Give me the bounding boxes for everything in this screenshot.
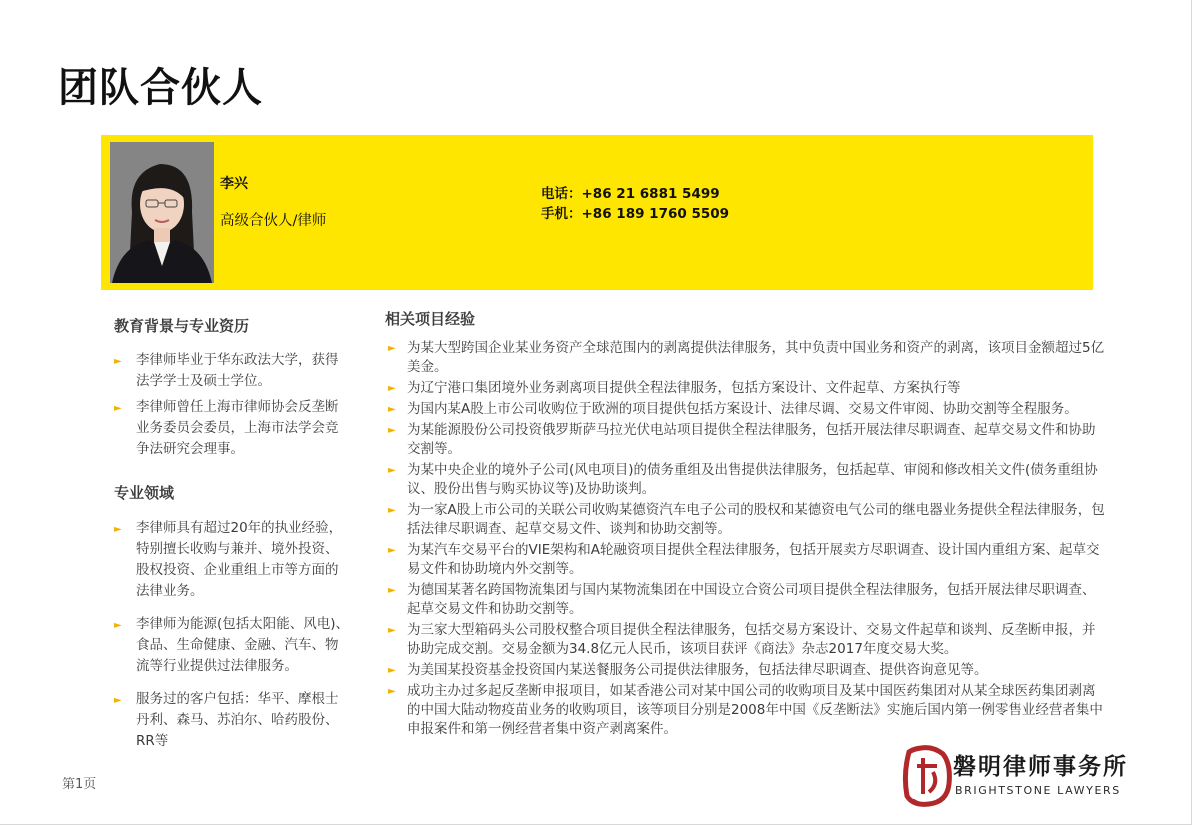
phone-number: 电话：+86 21 6881 5499 — [541, 186, 720, 202]
contact-block — [541, 184, 729, 224]
partner-name: 李兴 — [220, 176, 248, 192]
bullet-arrow-icon: ► — [388, 505, 396, 516]
bullet-arrow-icon: ► — [388, 665, 396, 676]
firm-name-cn: 磐明律师事务所 — [953, 753, 1128, 780]
bullet-arrow-icon: ► — [388, 465, 396, 476]
list-item: ► 李律师曾任上海市律师协会反垄断业务委员会委员，上海市法学会竞争法研究会理事。 — [114, 399, 339, 457]
list-item: ► 为德国某著名跨国物流集团与国内某物流集团在中国设立合资公司项目提供全程法律服务，包括开展法律尽职调查、起草交易文件和协助交割等。 — [388, 582, 1096, 617]
projects-heading: 相关项目经验 — [385, 310, 476, 328]
bullet-arrow-icon: ► — [388, 383, 396, 394]
bullet-arrow-icon: ► — [114, 356, 122, 367]
bullet-arrow-icon: ► — [388, 625, 396, 636]
bullet-arrow-icon: ► — [114, 695, 122, 706]
bullet-arrow-icon: ► — [114, 403, 122, 414]
list-item: ► 为某中央企业的境外子公司(风电项目)的债务重组及出售提供法律服务，包括起草、审阅和修改相关文件(债务重组协议、股份出售与购买协议等)及协助谈判。 — [388, 462, 1098, 497]
mobile-number: 手机：+86 189 1760 5509 — [541, 206, 730, 222]
list-item: ► 为辽宁港口集团境外业务剥离项目提供全程法律服务，包括方案设计、文件起草、方案执行等 — [388, 380, 961, 396]
bullet-arrow-icon: ► — [388, 686, 396, 697]
bullet-arrow-icon: ► — [388, 343, 396, 354]
page-title: 团队合伙人 — [58, 65, 263, 111]
seal-icon — [899, 744, 955, 810]
profile-photo — [110, 142, 214, 283]
list-item: ► 成功主办过多起反垄断申报项目，如某香港公司对某中国公司的收购项目及某中国医药集团对从某全球医药集团剥离的中国大陆动物疫苗业务的收购项目，该等项目分别是2008年中国《反垄断法》实施后国内第一例零售业经营者集中申报案件和第一例经营者集中资产剥离案件。 — [388, 683, 1103, 737]
list-item: ► 李律师具有超过20年的执业经验，特别擅长收购与兼并、境外投资、股权投资、企业重组上市等方面的法律业务。 — [114, 520, 343, 599]
education-list — [114, 350, 350, 460]
portrait-image — [110, 142, 214, 283]
right-column — [385, 308, 1105, 741]
list-item: ► 李律师毕业于华东政法大学，获得法学学士及硕士学位。 — [114, 352, 339, 389]
list-item: ► 为一家A股上市公司的关联公司收购某德资汽车电子公司的股权和某德资电气公司的继电器业务提供全程法律服务，包括法律尽职调查、起草交易文件、谈判和协助交割等。 — [388, 502, 1105, 537]
partner-role: 高级合伙人/律师 — [220, 213, 327, 229]
list-item: ► 为某能源股份公司投资俄罗斯萨马拉光伏电站项目提供全程法律服务，包括开展法律尽职调查、起草交易文件和协助交割等。 — [388, 422, 1096, 457]
firm-name-en: BRIGHTSTONE LAWYERS — [955, 784, 1121, 797]
list-item: ► 为某大型跨国企业某业务资产全球范围内的剥离提供法律服务，其中负责中国业务和资产的剥离，该项目金额超过5亿美金。 — [388, 340, 1105, 375]
bullet-arrow-icon: ► — [114, 620, 122, 631]
bullet-arrow-icon: ► — [388, 404, 396, 415]
education-heading: 教育背景与专业资历 — [114, 317, 250, 335]
bullet-arrow-icon: ► — [388, 545, 396, 556]
page-number: 第1页 — [62, 777, 97, 792]
expertise-list — [114, 518, 350, 752]
bullet-arrow-icon: ► — [388, 585, 396, 596]
bullet-arrow-icon: ► — [114, 524, 122, 535]
list-item: ► 为某汽车交易平台的VIE架构和A轮融资项目提供全程法律服务，包括开展卖方尽职调查、设计国内重组方案、起草交易文件和协助境内外交割等。 — [388, 542, 1100, 577]
projects-list — [385, 339, 1105, 739]
firm-logo — [895, 740, 1145, 815]
list-item: ► 为美国某投资基金投资国内某送餐服务公司提供法律服务，包括法律尽职调查、提供咨询意见等。 — [388, 662, 988, 678]
list-item: ► 为国内某A股上市公司收购位于欧洲的项目提供包括方案设计、法律尽调、交易文件审阅、协助交割等全程服务。 — [388, 401, 1078, 417]
bullet-arrow-icon: ► — [388, 425, 396, 436]
profile-banner — [101, 135, 1093, 290]
list-item: ► 服务过的客户包括：华平、摩根士丹利、森马、苏泊尔、哈药股份、RR等 — [114, 691, 339, 749]
list-item: ► 李律师为能源(包括太阳能、风电)、食品、生命健康、金融、汽车、物流等行业提供过法律服务。 — [114, 616, 350, 674]
list-item: ► 为三家大型箱码头公司股权整合项目提供全程法律服务，包括交易方案设计、交易文件起草和谈判、反垄断申报，并协助完成交割。交易金额为34.8亿元人民币，该项目获评《商法》杂志2017年度交易大奖。 — [388, 622, 1096, 657]
left-column — [114, 312, 350, 764]
expertise-heading: 专业领域 — [114, 484, 175, 502]
